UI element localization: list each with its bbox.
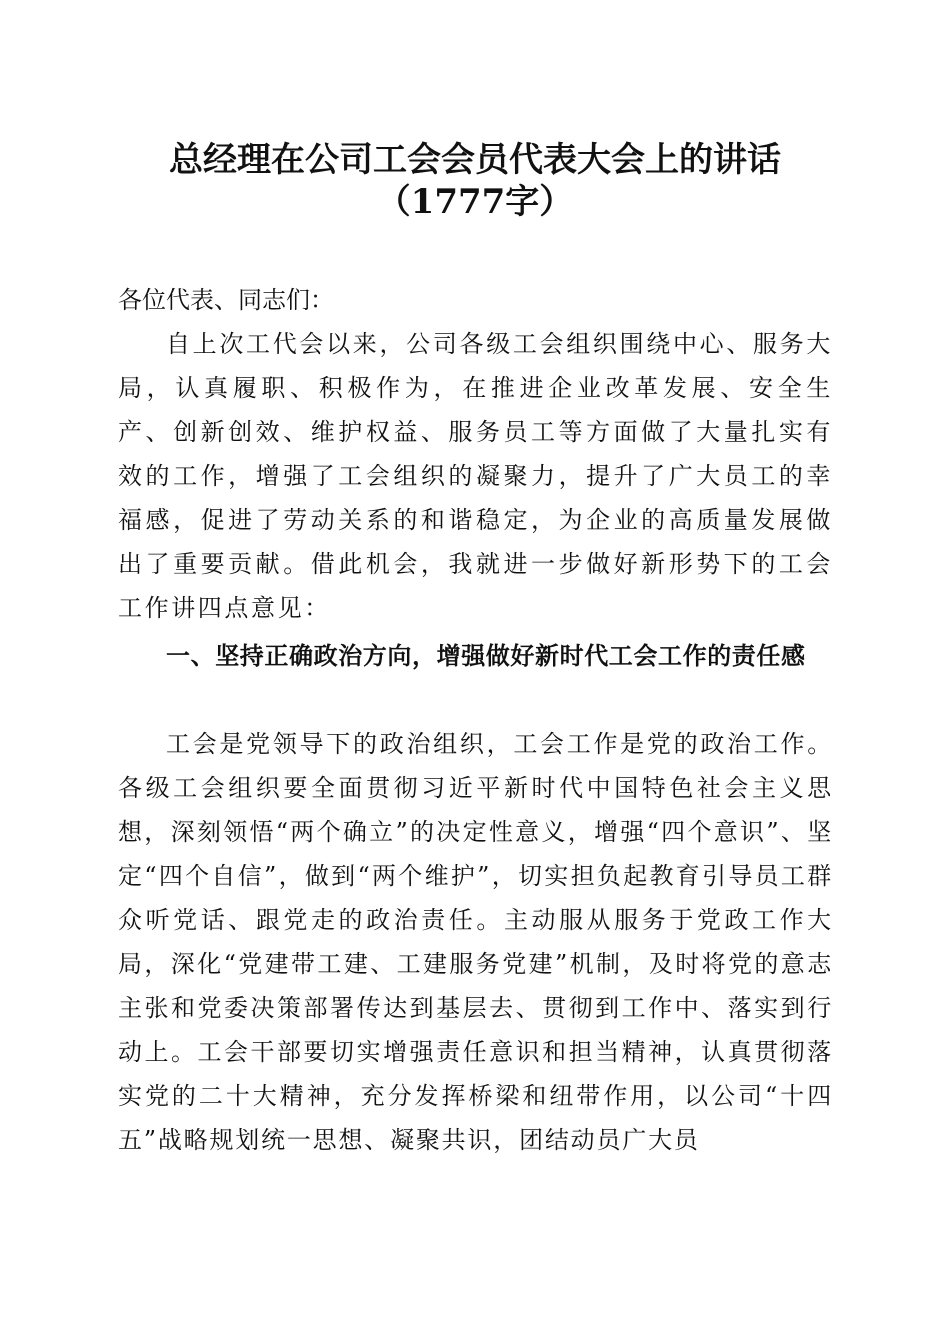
- paragraph-section-1: 工会是党领导下的政治组织，工会工作是党的政治工作。各级工会组织要全面贯彻习近平新时代中国特色社会主义思想，深刻领悟“两个确立”的决定性意义，增强“四个意识”、坚定“四个自信”，做到“两个维护”，切实担负起教育引导员工群众听党话、跟党走的政治责任。主动服从服务于党政工作大局，深化“党建带工建、工建服务党建”机制，及时将党的意志主张和党委决策部署传达到基层去、贯彻到工作中、落实到行动上。工会干部要切实增强责任意识和担当精神，认真贯彻落实党的二十大精神，充分发挥桥梁和纽带作用，以公司“十四五”战略规划统一思想、凝聚共识，团结动员广大员: [118, 730, 833, 1154]
- document-title: 总经理在公司工会会员代表大会上的讲话: [169, 140, 781, 180]
- salutation: 各位代表、同志们：: [118, 286, 334, 314]
- paragraph-intro: 自上次工代会以来，公司各级工会组织围绕中心、服务大局，认真履职、积极作为，在推进企业改革发展、安全生产、创新创效、维护权益、服务员工等方面做了大量扎实有效的工作，增强了工会组织的凝聚力，提升了广大员工的幸福感，促进了劳动关系的和谐稳定，为企业的高质量发展做出了重要贡献。借此机会，我就进一步做好新形势下的工会工作讲四点意见：: [118, 330, 833, 622]
- section-heading-1: 一、坚持正确政治方向，增强做好新时代工会工作的责任感: [166, 642, 806, 670]
- document-subtitle-word-count: （1777字）: [376, 182, 574, 222]
